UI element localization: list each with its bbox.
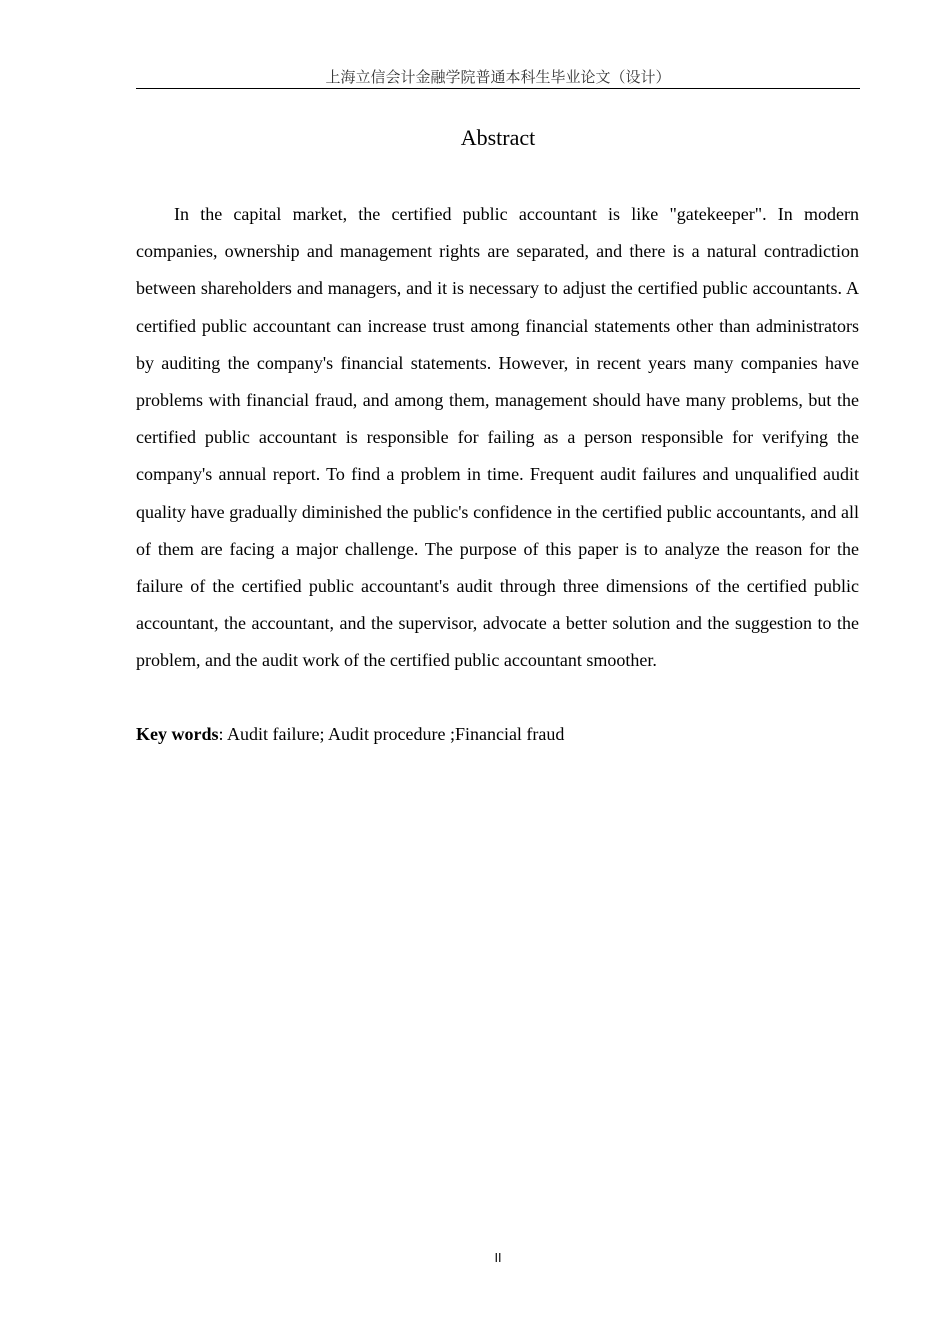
keywords-line — [136, 720, 859, 748]
keywords-separator: : — [218, 724, 228, 744]
abstract-heading: Abstract — [460, 125, 536, 150]
header-rule — [136, 88, 860, 89]
keywords-value: Audit failure; Audit procedure ;Financial fraud — [227, 724, 565, 744]
keywords-label: Key words — [136, 724, 219, 744]
running-header: 上海立信会计金融学院普通本科生毕业论文（设计） — [325, 70, 671, 86]
abstract-body: In the capital market, the certified public accountant is like "gatekeeper". In modern companies, ownership and management rights are separated, and there is a natural contradiction between shareholders and managers, and it is necessary to adjust the certified public accountants. A certified public accountant can increase trust among financial statements other than administrators by auditing the company's financial statements. However, in recent years many companies have problems with financial fraud, and among them, management should have many problems, but the certified public accountant is responsible for failing as a person responsible for verifying the company's annual report. To find a problem in time. Frequent audit failures and unqualified audit quality have gradually diminished the public's confidence in the certified public accountants, and all of them are facing a major challenge. The purpose of this paper is to analyze the reason for the failure of the certified public accountant's audit through three dimensions of the certified public accountant, the accountant, and the supervisor, advocate a better solution and the suggestion to the problem, and the audit work of the certified public accountant smoother. — [136, 204, 859, 671]
page-number: II — [494, 1251, 502, 1265]
